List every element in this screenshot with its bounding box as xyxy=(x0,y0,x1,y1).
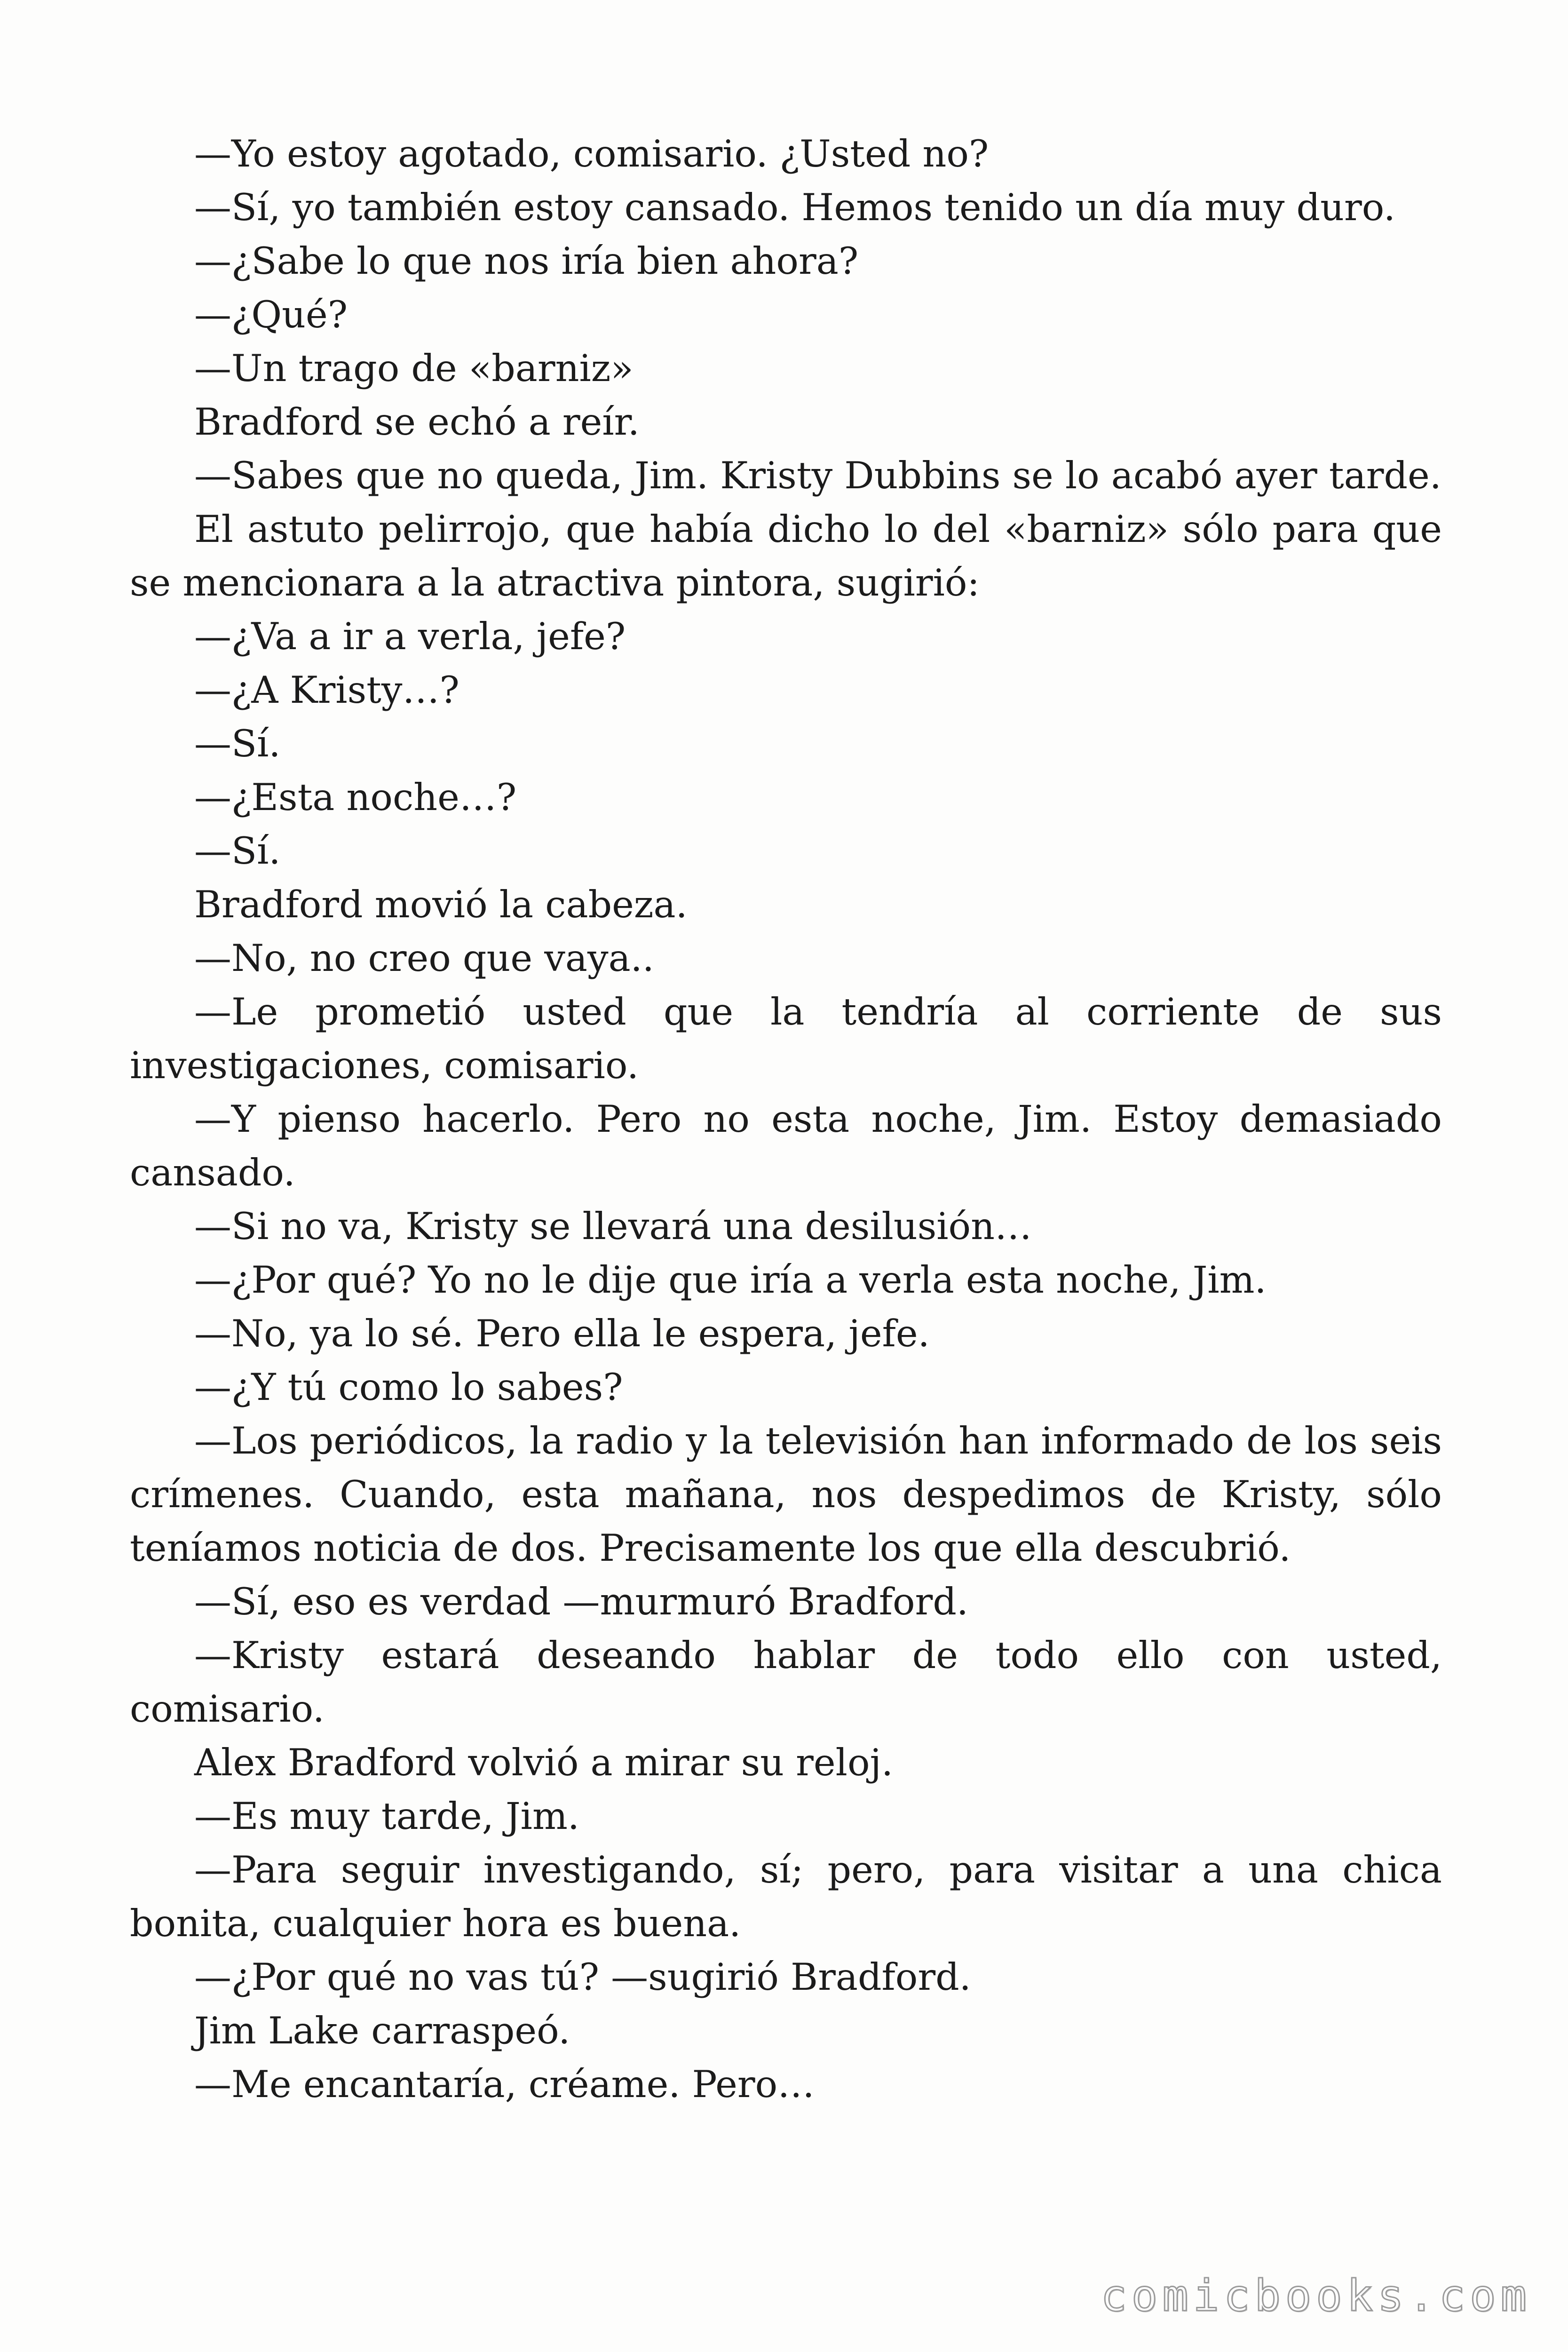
paragraph: El astuto pelirrojo, que había dicho lo del «barniz» sólo para que se mencionara a la atractiva pintora, sugirió: xyxy=(130,508,1442,604)
paragraph: —¿Qué? xyxy=(194,293,348,336)
paragraph: —¿Por qué? Yo no le dije que iría a verla esta noche, Jim. xyxy=(194,1258,1267,1302)
paragraph: —Si no va, Kristy se llevará una desilusión… xyxy=(194,1205,1032,1248)
paragraph: —¿A Kristy…? xyxy=(194,668,459,712)
paragraph: Bradford movió la cabeza. xyxy=(194,883,688,926)
paragraph: —Kristy estará deseando hablar de todo ello con usted, comisario. xyxy=(130,1634,1442,1731)
paragraph: —¿Sabe lo que nos iría bien ahora? xyxy=(194,239,859,283)
paragraph: —¿Por qué no vas tú? —sugirió Bradford. xyxy=(194,1955,971,1999)
paragraph: —Me encantaría, créame. Pero… xyxy=(194,2063,815,2106)
paragraph: —Yo estoy agotado, comisario. ¿Usted no? xyxy=(194,132,989,175)
paragraph: —¿Esta noche…? xyxy=(194,776,517,819)
paragraph: Bradford se echó a reír. xyxy=(194,400,640,444)
paragraph: —No, ya lo sé. Pero ella le espera, jefe. xyxy=(194,1312,930,1355)
paragraph: —Un trago de «barniz» xyxy=(194,347,634,390)
paragraph: —Para seguir investigando, sí; pero, para visitar a una chica bonita, cualquier hora es buena. xyxy=(130,1848,1442,1945)
watermark: comicbooks.com xyxy=(1101,2271,1531,2321)
paragraph: —Sí. xyxy=(194,722,281,765)
paragraph: —Es muy tarde, Jim. xyxy=(194,1795,579,1838)
paragraph: —Sabes que no queda, Jim. Kristy Dubbins se lo acabó ayer tarde. xyxy=(194,454,1441,497)
paragraph: —Y pienso hacerlo. Pero no esta noche, Jim. Estoy demasiado cansado. xyxy=(130,1097,1442,1194)
paragraph: —¿Y tú como lo sabes? xyxy=(194,1366,623,1409)
paragraph: —Le prometió usted que la tendría al corriente de sus investigaciones, comisario. xyxy=(130,990,1442,1087)
paragraph: Jim Lake carraspeó. xyxy=(194,2009,570,2052)
paragraph: —Sí, eso es verdad —murmuró Bradford. xyxy=(194,1580,969,1623)
paragraph: —Sí. xyxy=(194,829,281,873)
paragraph: —Sí, yo también estoy cansado. Hemos tenido un día muy duro. xyxy=(194,186,1396,229)
paragraph: —Los periódicos, la radio y la televisión han informado de los seis crímenes. Cuando, esta mañana, nos despedimos de Kristy, sólo teníamos noticia de dos. Precisamente los que ella descubrió. xyxy=(130,1419,1442,1570)
paragraph: —No, no creo que vaya.. xyxy=(194,937,654,980)
paragraph: —¿Va a ir a verla, jefe? xyxy=(194,615,626,658)
paragraph: Alex Bradford volvió a mirar su reloj. xyxy=(194,1741,894,1784)
page-text xyxy=(130,127,1442,2111)
